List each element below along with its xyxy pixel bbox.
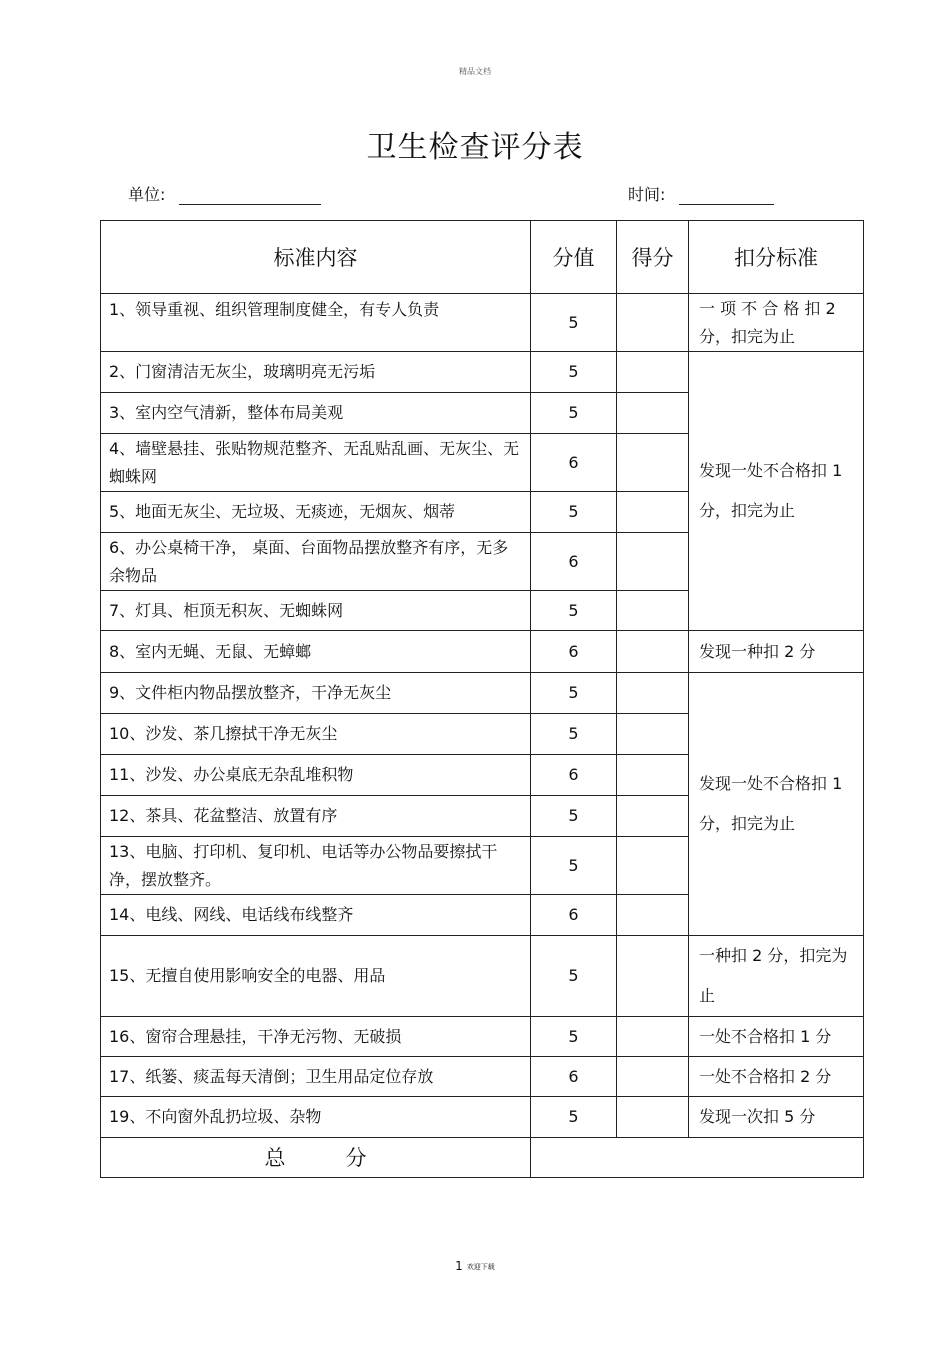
value-cell: 5 [531, 294, 617, 352]
item-cell: 11、沙发、办公桌底无杂乱堆积物 [101, 755, 531, 796]
table-row [101, 1097, 864, 1138]
value-cell: 6 [531, 895, 617, 936]
score-input-cell[interactable] [617, 393, 689, 434]
score-input-cell[interactable] [617, 796, 689, 837]
score-input-cell[interactable] [617, 591, 689, 631]
table-row [101, 936, 864, 1017]
item-cell: 13、电脑、打印机、复印机、电话等办公物品要擦拭干净，摆放整齐。 [101, 837, 531, 895]
value-cell: 5 [531, 352, 617, 393]
page-title: 卫生检查评分表 [366, 130, 584, 165]
value-cell: 6 [531, 631, 617, 673]
footer-note: 欢迎下载 [466, 1262, 495, 1271]
value-cell: 5 [531, 492, 617, 533]
item-cell: 16、窗帘合理悬挂，干净无污物、无破损 [101, 1017, 531, 1057]
table-row [101, 1057, 864, 1097]
unit-blank-line [179, 186, 321, 205]
column-header-value: 分值 [531, 221, 617, 294]
score-input-cell[interactable] [617, 837, 689, 895]
item-cell: 10、沙发、茶几擦拭干净无灰尘 [101, 714, 531, 755]
deduction-rule-cell: 发现一处不合格扣 1 分，扣完为止 [689, 673, 864, 936]
item-cell: 9、文件柜内物品摆放整齐，干净无灰尘 [101, 673, 531, 714]
time-field [628, 182, 774, 205]
page-number: 1 [455, 1259, 463, 1273]
score-input-cell[interactable] [617, 1017, 689, 1057]
item-cell: 12、茶具、花盆整洁、放置有序 [101, 796, 531, 837]
item-cell: 15、无擅自使用影响安全的电器、用品 [101, 936, 531, 1017]
score-input-cell[interactable] [617, 533, 689, 591]
item-cell: 7、灯具、柜顶无积灰、无蜘蛛网 [101, 591, 531, 631]
value-cell: 6 [531, 1057, 617, 1097]
score-input-cell[interactable] [617, 434, 689, 492]
deduction-rule-cell: 发现一种扣 2 分 [689, 631, 864, 673]
column-header-content: 标准内容 [101, 221, 531, 294]
score-input-cell[interactable] [617, 714, 689, 755]
table-row [101, 294, 864, 352]
value-cell: 6 [531, 434, 617, 492]
total-score-input-cell[interactable] [531, 1138, 864, 1178]
value-cell: 5 [531, 936, 617, 1017]
item-cell: 1、领导重视、组织管理制度健全，有专人负责 [101, 294, 531, 352]
table-row [101, 1017, 864, 1057]
score-input-cell[interactable] [617, 936, 689, 1017]
item-cell: 8、室内无蝇、无鼠、无蟑螂 [101, 631, 531, 673]
item-cell: 3、室内空气清新，整体布局美观 [101, 393, 531, 434]
deduction-rule-cell: 发现一处不合格扣 1 分，扣完为止 [689, 352, 864, 631]
score-input-cell[interactable] [617, 1097, 689, 1138]
score-input-cell[interactable] [617, 294, 689, 352]
column-header-deduction: 扣分标准 [689, 221, 864, 294]
total-row [101, 1138, 864, 1178]
value-cell: 6 [531, 533, 617, 591]
inspection-score-table [100, 220, 864, 1178]
item-cell: 4、墙壁悬挂、张贴物规范整齐、无乱贴乱画、无灰尘、无蜘蛛网 [101, 434, 531, 492]
total-label: 总分 [101, 1138, 531, 1178]
deduction-rule-cell: 一种扣 2 分，扣完为止 [689, 936, 864, 1017]
table-row [101, 352, 864, 393]
item-cell: 6、办公桌椅干净， 桌面、台面物品摆放整齐有序，无多余物品 [101, 533, 531, 591]
item-cell: 5、地面无灰尘、无垃圾、无痰迹，无烟灰、烟蒂 [101, 492, 531, 533]
deduction-rule-cell: 一 项 不 合 格 扣 2 分，扣完为止 [689, 294, 864, 352]
value-cell: 5 [531, 1097, 617, 1138]
table-row [101, 673, 864, 714]
item-cell: 17、纸篓、痰盂每天清倒；卫生用品定位存放 [101, 1057, 531, 1097]
value-cell: 5 [531, 796, 617, 837]
value-cell: 5 [531, 1017, 617, 1057]
time-blank-line [679, 186, 774, 205]
score-input-cell[interactable] [617, 673, 689, 714]
value-cell: 5 [531, 714, 617, 755]
value-cell: 5 [531, 673, 617, 714]
score-input-cell[interactable] [617, 1057, 689, 1097]
score-input-cell[interactable] [617, 492, 689, 533]
unit-field [128, 182, 321, 205]
unit-label: 单位: [128, 185, 166, 204]
header-watermark: 精品文档 [459, 67, 491, 76]
table-header-row [101, 221, 864, 294]
deduction-rule-cell: 一处不合格扣 2 分 [689, 1057, 864, 1097]
deduction-rule-cell: 一处不合格扣 1 分 [689, 1017, 864, 1057]
value-cell: 5 [531, 591, 617, 631]
item-cell: 2、门窗清洁无灰尘，玻璃明亮无污垢 [101, 352, 531, 393]
score-input-cell[interactable] [617, 755, 689, 796]
column-header-score: 得分 [617, 221, 689, 294]
deduction-rule-cell: 发现一次扣 5 分 [689, 1097, 864, 1138]
score-input-cell[interactable] [617, 895, 689, 936]
item-cell: 19、不向窗外乱扔垃圾、杂物 [101, 1097, 531, 1138]
table-row [101, 631, 864, 673]
score-input-cell[interactable] [617, 631, 689, 673]
time-label: 时间: [628, 185, 666, 204]
score-input-cell[interactable] [617, 352, 689, 393]
value-cell: 5 [531, 837, 617, 895]
item-cell: 14、电线、网线、电话线布线整齐 [101, 895, 531, 936]
value-cell: 5 [531, 393, 617, 434]
page-footer [0, 1259, 950, 1273]
value-cell: 6 [531, 755, 617, 796]
